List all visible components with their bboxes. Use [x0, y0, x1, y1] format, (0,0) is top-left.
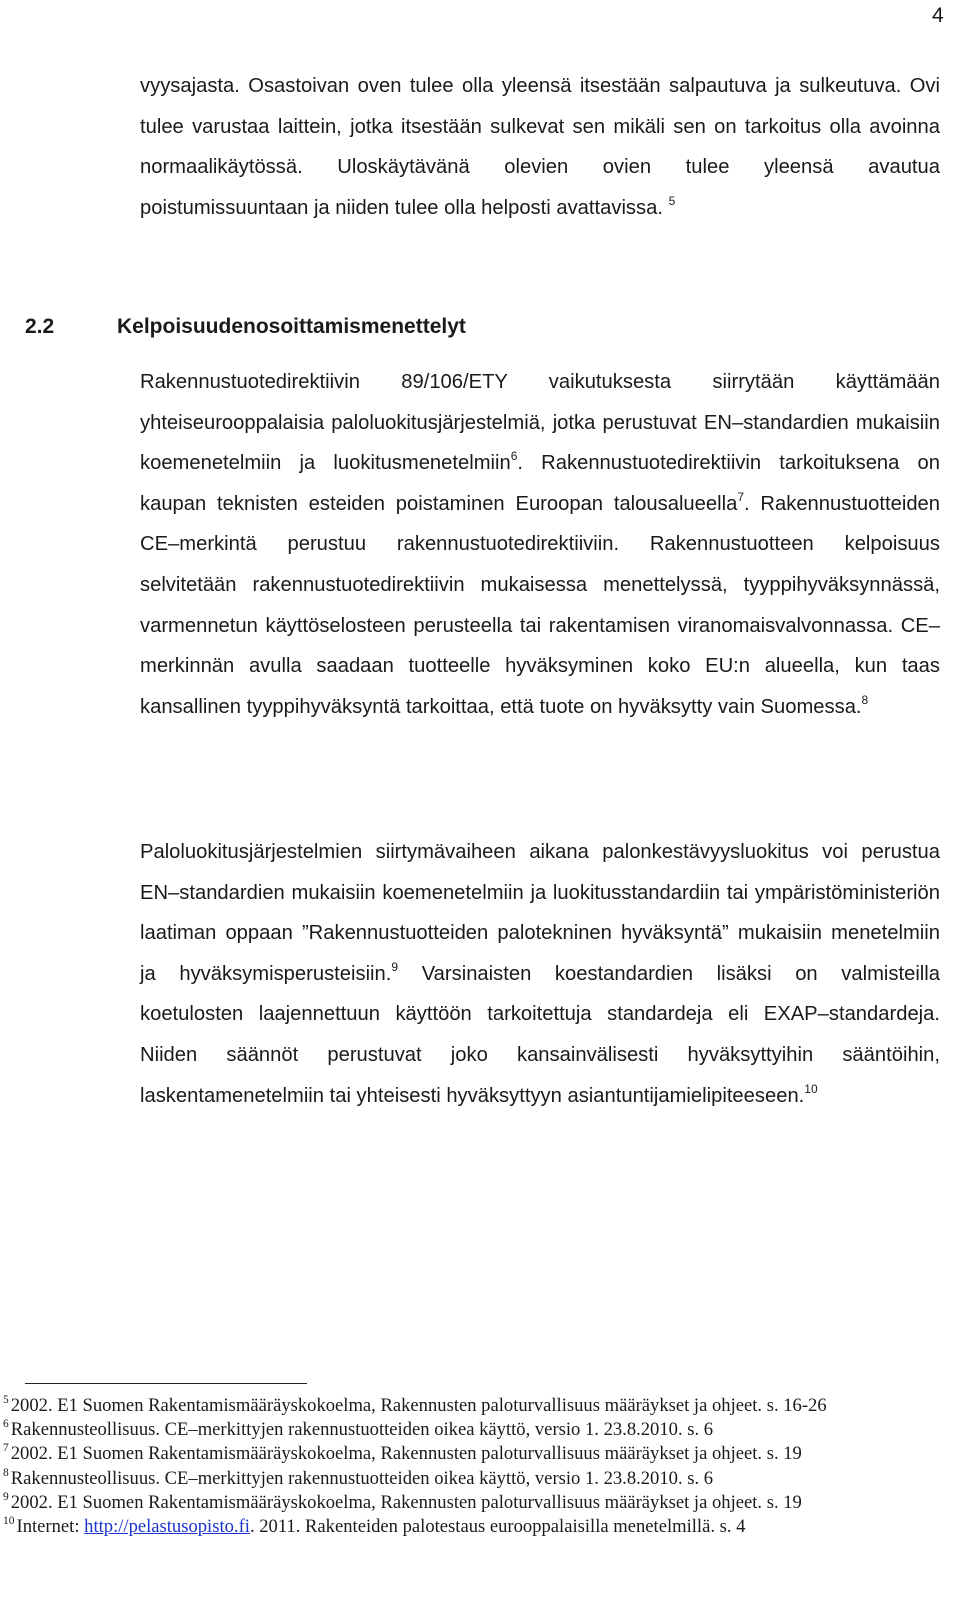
footnote-ref[interactable]: 10 — [804, 1081, 818, 1096]
paragraph-text: vyysajasta. Osastoivan oven tulee olla yleensä itsestään salpautuva ja sulkeutuva. Ovi tulee varustaa laittein, jotka itsestään sulkevat sen mikäli sen on tarkoitus olla avoinna normaalikäytössä. Uloskäytävänä olevien ovien tulee yleensä avautua poistumissuuntaan ja niiden tulee olla helposti avattavissa. — [140, 75, 940, 219]
footnote-separator — [25, 1383, 307, 1384]
paragraph-construction-directive — [140, 362, 940, 727]
paragraph-text: Varsinaisten koestandardien lisäksi on valmisteilla koetulosten laajennettuun käyttöön tarkoitettuja standardeja eli EXAP–standardeja. Niiden säännöt perustuvat joko kansainvälisesti hyväksyttyihin sääntöihin, laskentamenetelmiin tai yhteisesti hyväksyttyyn asiantuntijamielipiteeseen. — [140, 962, 941, 1107]
footnote-ref[interactable]: 5 — [668, 193, 676, 208]
footnote-8 — [3, 1467, 938, 1491]
footnote-9 — [3, 1491, 938, 1515]
paragraph-transition-period — [140, 832, 940, 1116]
footnote-5 — [3, 1394, 938, 1418]
footnote-text: . 2011. Rakenteiden palotestaus eurooppalaisilla menetelmillä. s. 4 — [249, 1516, 746, 1538]
footnote-number: 8 — [3, 1466, 9, 1479]
footnotes — [3, 1394, 938, 1539]
footnote-text: 2002. E1 Suomen Rakentamismääräyskokoelma, Rakennusten paloturvallisuus määräykset ja ohjeet. s. 19 — [10, 1443, 802, 1465]
paragraph-text: Rakennustuotedirektiivin 89/106/ETY vaikutuksesta siirrytään käyttämään yhteiseurooppalaisia paloluokitusjärjestelmiä, jotka perustuvat EN–standardien mukaisiin koemenetelmiin ja luokitusmenetelmiin — [140, 371, 940, 475]
section-heading — [25, 307, 466, 347]
paragraph-text: . Rakennustuotteiden CE–merkintä perustuu rakennustuotedirektiiviin. Rakennustuotteen kelpoisuus selvitetään rakennustuotedirektiivin mukaisessa menettelyssä, tyyppihyväksynnässä, varmennetun käyttöselosteen perusteella tai rakentamisen viranomaisvalvonnassa. CE–merkinnän avulla saadaan tuotteelle hyväksyminen koko EU:n alueella, kun taas kansallinen tyyppihyväksyntä tarkoittaa, että tuote on hyväksytty vain Suomessa. — [140, 492, 941, 718]
footnote-7 — [3, 1442, 938, 1466]
footnote-text: Rakennusteollisuus. CE–merkittyjen rakennustuotteiden oikea käyttö, versio 1. 23.8.2010. s. 6 — [10, 1419, 714, 1441]
footnote-prefix: Internet: — [16, 1516, 85, 1538]
footnote-ref[interactable]: 7 — [737, 489, 744, 504]
footnote-10 — [3, 1515, 938, 1539]
footnote-6 — [3, 1418, 938, 1442]
paragraph-doors — [140, 66, 940, 228]
source-link[interactable]: http://pelastusopisto.fi — [84, 1516, 250, 1538]
footnote-text: 2002. E1 Suomen Rakentamismääräyskokoelma, Rakennusten paloturvallisuus määräykset ja ohjeet. s. 19 — [10, 1491, 802, 1513]
footnote-number: 9 — [3, 1490, 9, 1503]
footnote-text: Rakennusteollisuus. CE–merkittyjen rakennustuotteiden oikea käyttö, versio 1. 23.8.2010. s. 6 — [10, 1467, 714, 1489]
paragraph-text: Paloluokitusjärjestelmien siirtymävaiheen aikana palonkestävyysluokitus voi perustua EN–standardien mukaisiin koemenetelmiin ja luokitusstandardiin tai ympäristöministeriön laatiman oppaan ”Rakennustuotteiden palotekninen hyväksyntä” mukaisiin menetelmiin ja hyväksymisperusteisiin. — [140, 841, 940, 985]
footnote-number: 10 — [3, 1515, 15, 1528]
footnote-number: 7 — [3, 1442, 9, 1455]
footnote-number: 6 — [3, 1418, 9, 1431]
footnote-text: 2002. E1 Suomen Rakentamismääräyskokoelma, Rakennusten paloturvallisuus määräykset ja ohjeet. s. 16-26 — [10, 1395, 827, 1416]
footnote-ref[interactable]: 6 — [510, 449, 518, 464]
page-number: 4 — [932, 4, 944, 27]
paragraph-text: . Rakennustuotedirektiivin tarkoituksena on kaupan teknisten esteiden poistaminen Euroopan talousalueella — [140, 452, 940, 515]
footnote-number: 5 — [3, 1394, 9, 1406]
footnote-ref[interactable]: 9 — [391, 959, 399, 974]
section-number: 2.2 — [25, 315, 55, 338]
section-title: Kelpoisuudenosoittamismenettelyt — [117, 315, 466, 338]
footnote-ref[interactable]: 8 — [861, 692, 869, 707]
